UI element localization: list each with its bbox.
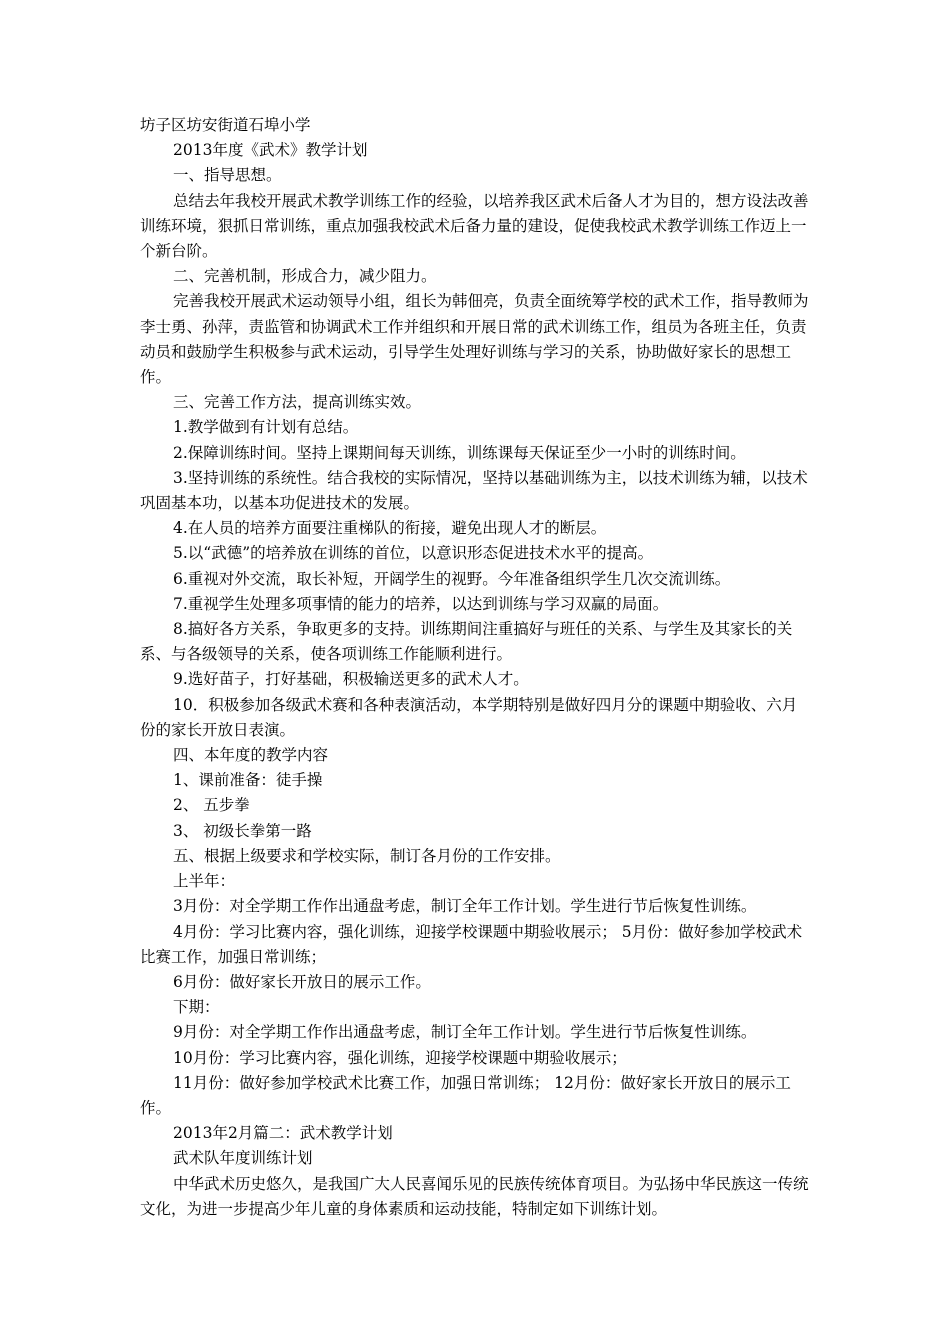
- paragraph: 3、 初级长拳第一路: [173, 821, 312, 840]
- paragraph: 11月份：做好参加学校武术比赛工作，加强日常训练； 12月份：做好家长开放日的展示工作。: [140, 1073, 791, 1117]
- paragraph: 5.以“武德”的培养放在训练的首位，以意识形态促进技术水平的提高。: [173, 544, 654, 563]
- document-title: 坊子区坊安街道石埠小学: [140, 116, 311, 134]
- document-body: [140, 113, 812, 1222]
- paragraph: 10月份：学习比赛内容，强化训练，迎接学校课题中期验收展示；: [173, 1048, 627, 1067]
- paragraph: 10．积极参加各级武术赛和各种表演活动，本学期特别是做好四月分的课题中期验收、六月份的家长开放日表演。: [140, 695, 798, 739]
- paragraph: 2013年2月篇二：武术教学计划: [173, 1124, 393, 1143]
- paragraph: 8.搞好各方关系，争取更多的支持。训练期间注重搞好与班任的关系、与学生及其家长的关系、与各级领导的关系，使各项训练工作能顺利进行。: [140, 620, 793, 664]
- paragraph: 五、根据上级要求和学校实际，制订各月份的工作安排。: [173, 846, 561, 865]
- paragraph: 9月份：对全学期工作作出通盘考虑，制订全年工作计划。学生进行节后恢复性训练。: [173, 1023, 757, 1042]
- paragraph: 武术队年度训练计划: [173, 1149, 313, 1168]
- paragraph: 四、本年度的教学内容: [173, 746, 329, 765]
- paragraph: 9.选好苗子，打好基础，积极输送更多的武术人才。: [173, 670, 529, 689]
- paragraph: 2、 五步拳: [173, 796, 250, 815]
- paragraph: 4.在人员的培养方面要注重梯队的衔接，避免出现人才的断层。: [173, 519, 607, 538]
- paragraph: 7.重视学生处理多项事情的能力的培养，以达到训练与学习双赢的局面。: [173, 594, 669, 613]
- paragraph: 6.重视对外交流，取长补短，开阔学生的视野。今年准备组织学生几次交流训练。: [173, 569, 731, 588]
- paragraph: 3.坚持训练的系统性。结合我校的实际情况，坚持以基础训练为主，以技术训练为辅，以技术巩固基本功，以基本功促进技术的发展。: [140, 468, 808, 513]
- paragraph: 1、课前准备：徒手操: [173, 771, 323, 790]
- paragraph: 完善我校开展武术运动领导小组，组长为韩佃亮，负责全面统筹学校的武术工作，指导教师为李士勇、孙萍，责监管和协调武术工作并组织和开展日常的武术训练工作，组员为各班主任，负责动员和鼓励学生积极参与武术运动，引导学生处理好训练与学习的关系，协助做好家长的思想工作。: [140, 292, 809, 387]
- paragraph: 1.教学做到有计划有总结。: [173, 418, 359, 437]
- paragraph: 上半年：: [173, 872, 236, 891]
- paragraph: 下期：: [173, 998, 220, 1017]
- paragraph: 2013年度《武术》教学计划: [173, 141, 368, 160]
- paragraph: 三、完善工作方法，提高训练实效。: [173, 393, 422, 412]
- paragraph: 总结去年我校开展武术教学训练工作的经验，以培养我区武术后备人才为目的，想方设法改善训练环境，狠抓日常训练，重点加强我校武术后备力量的建设，促使我校武术教学训练工作迈上一个新台阶。: [140, 191, 809, 261]
- paragraph: 一、指导思想。: [173, 166, 282, 185]
- paragraph: 中华武术历史悠久，是我国广大人民喜闻乐见的民族传统体育项目。为弘扬中华民族这一传统文化，为进一步提高少年儿童的身体素质和运动技能，特制定如下训练计划。: [140, 1174, 809, 1218]
- paragraph: 2.保障训练时间。坚持上课期间每天训练，训练课每天保证至少一小时的训练时间。: [173, 443, 746, 462]
- paragraph: 6月份：做好家长开放日的展示工作。: [173, 972, 431, 991]
- paragraph: 二、完善机制，形成合力，减少阻力。: [173, 267, 437, 286]
- paragraph: 3月份：对全学期工作作出通盘考虑，制订全年工作计划。学生进行节后恢复性训练。: [173, 897, 757, 916]
- paragraph: 4月份：学习比赛内容，强化训练，迎接学校课题中期验收展示； 5月份：做好参加学校武术比赛工作，加强日常训练；: [140, 922, 803, 966]
